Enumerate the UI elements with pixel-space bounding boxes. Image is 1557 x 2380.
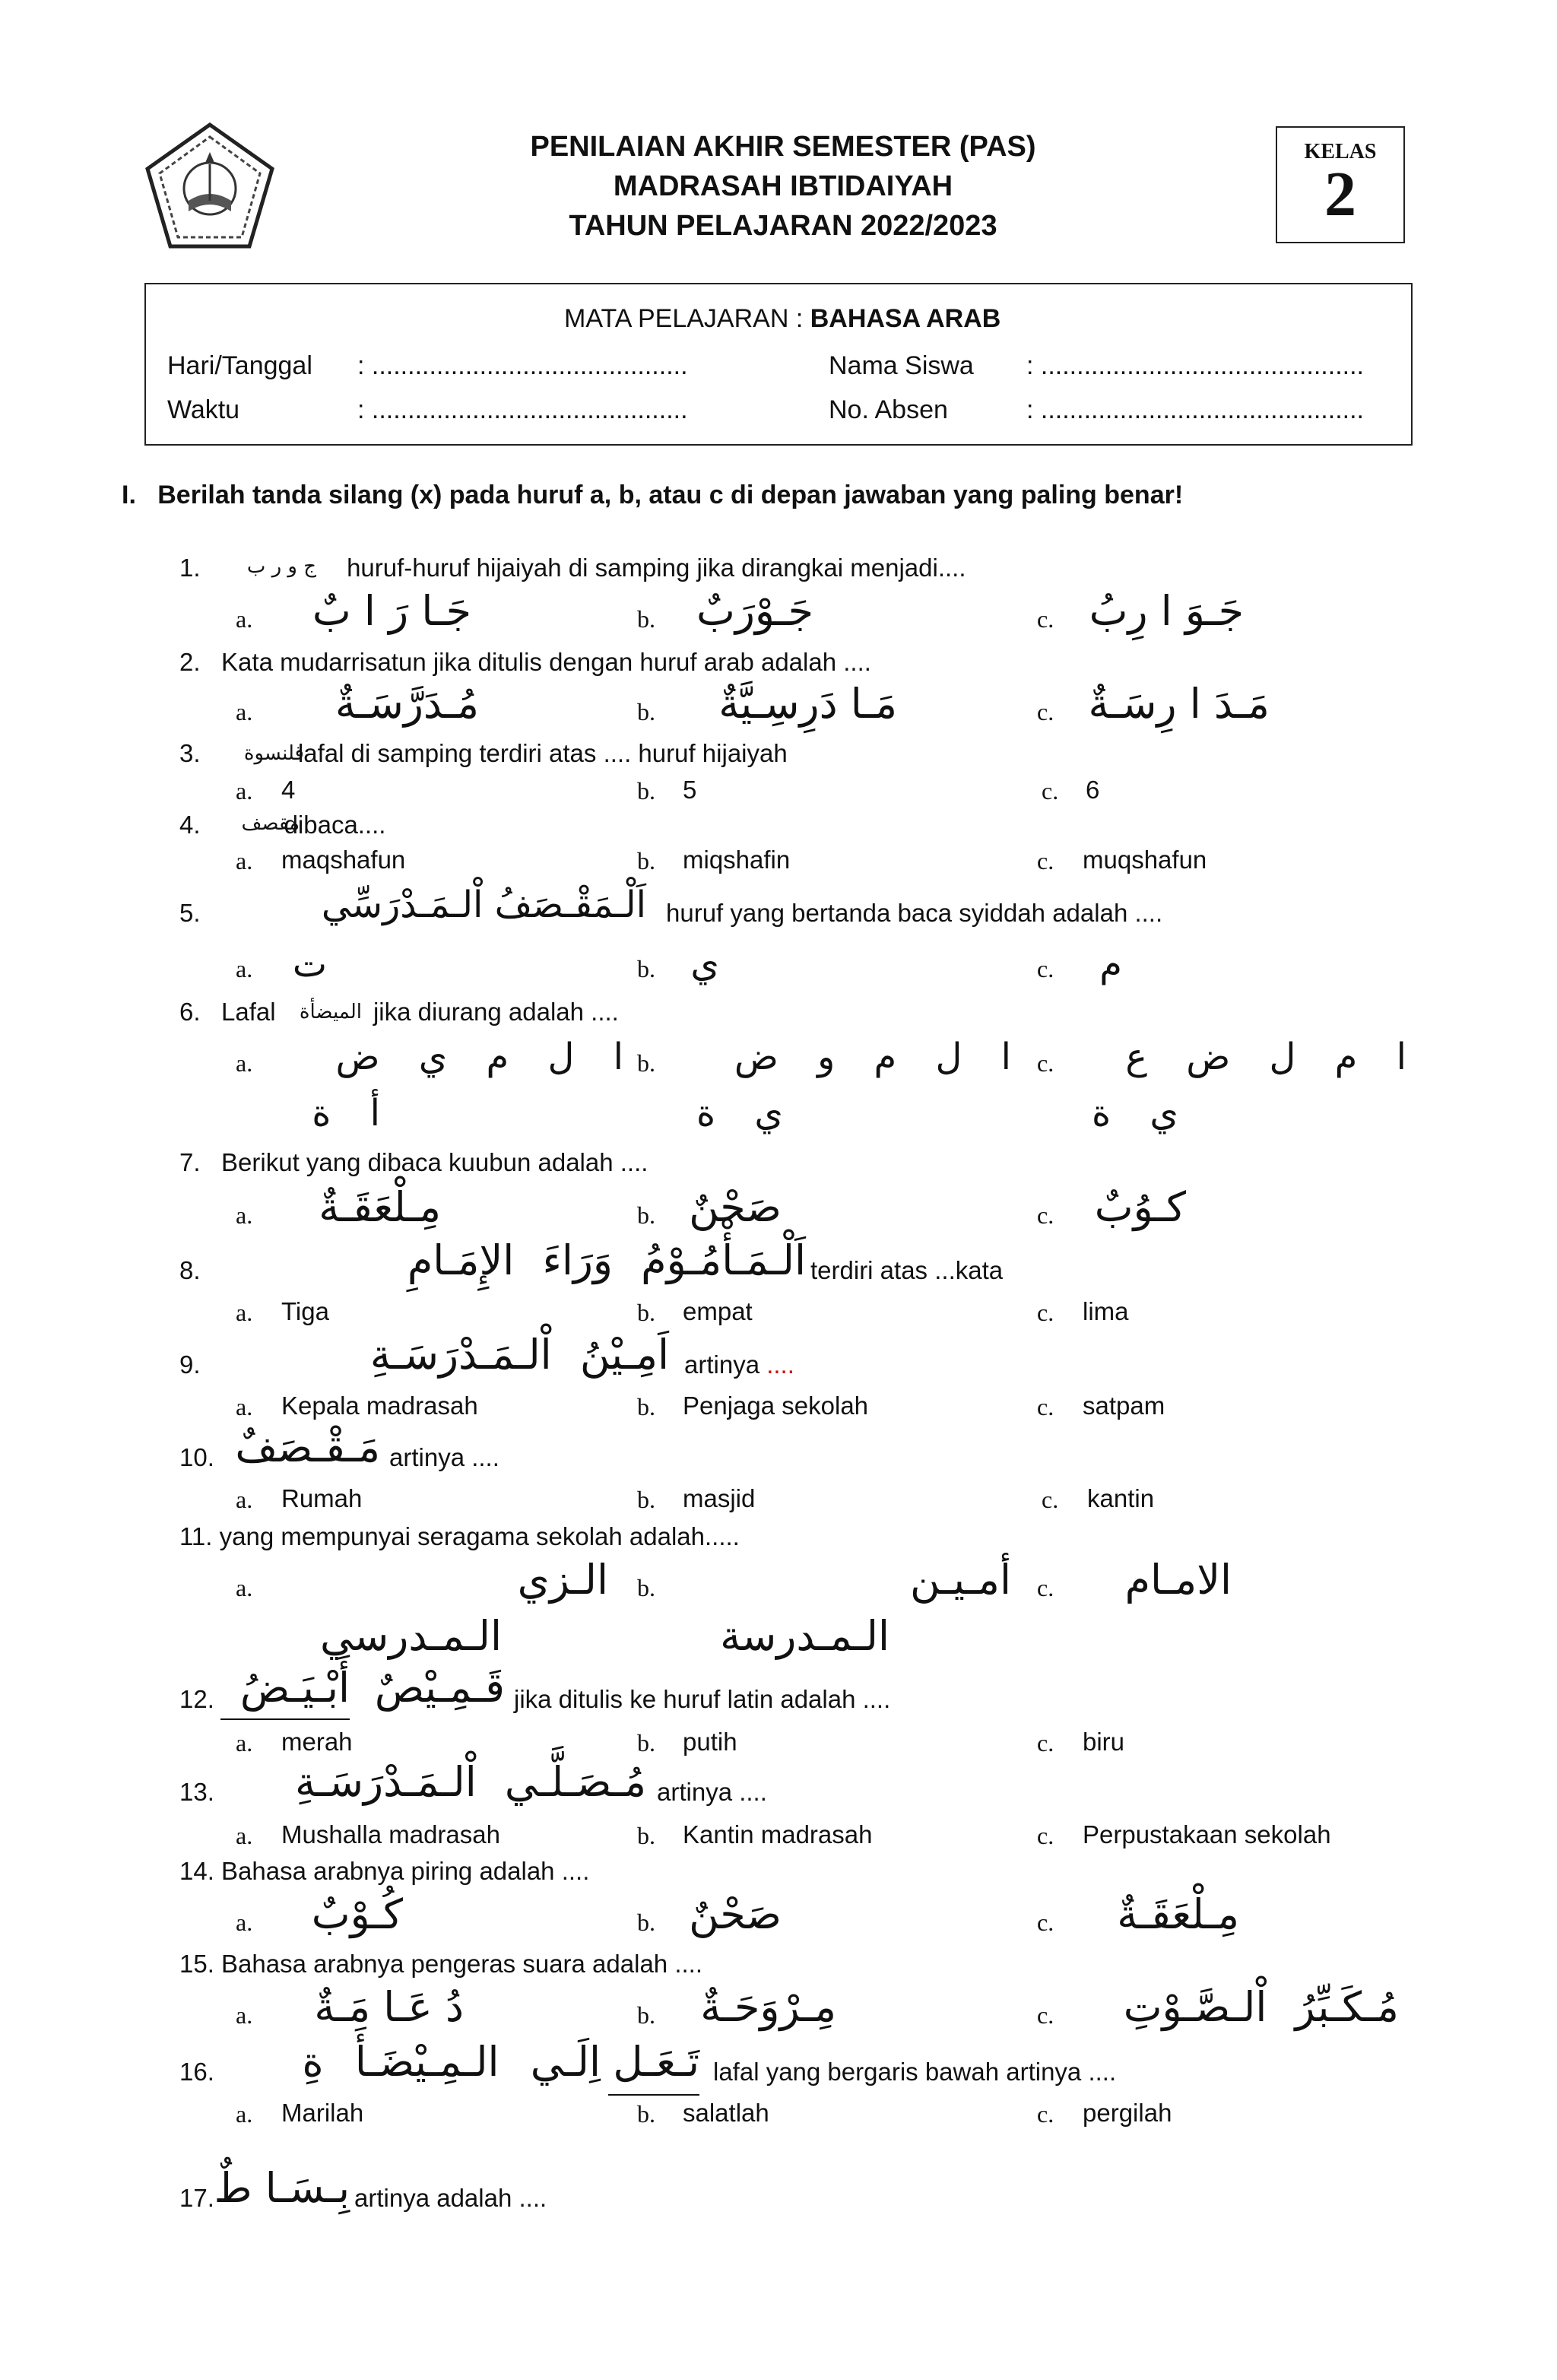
question-9-text xyxy=(684,1350,794,1379)
q6-option-c-line1[interactable]: ا م ل ض ع xyxy=(1125,1036,1406,1078)
q16-option-b[interactable]: salatlah xyxy=(683,2099,769,2127)
q14-option-c[interactable]: مِـلْعَقَـةٌ xyxy=(1117,1890,1239,1938)
option-a-label[interactable]: a. xyxy=(236,1486,253,1513)
subject-label: MATA PELAJARAN : xyxy=(564,304,810,333)
question-12-number: 12. xyxy=(179,1685,214,1713)
year-title: TAHUN PELAJARAN 2022/2023 xyxy=(569,210,997,242)
q11-option-c-line1[interactable]: الامـام xyxy=(1124,1556,1232,1604)
option-a-label[interactable]: a. xyxy=(236,605,253,633)
q1-option-a[interactable]: جَـا رَ ا بٌ xyxy=(312,587,471,635)
hari-field[interactable]: : ............................................ xyxy=(357,351,688,380)
option-b-label[interactable]: b. xyxy=(637,777,655,804)
question-17-number: 17. xyxy=(179,2184,214,2212)
question-10-text: artinya .... xyxy=(389,1443,499,1471)
option-c-label[interactable]: c. xyxy=(1042,1486,1059,1513)
question-7 xyxy=(179,1148,648,1177)
question-14 xyxy=(179,1857,589,1886)
q16-option-a[interactable]: Marilah xyxy=(281,2099,364,2127)
q7-option-a[interactable]: مِـلْعَقَـةٌ xyxy=(319,1183,441,1231)
option-a-label[interactable]: a. xyxy=(236,777,253,804)
question-16-number: 16. xyxy=(179,2058,214,2086)
q8-option-b[interactable]: empat xyxy=(683,1297,753,1325)
question-10-number: 10. xyxy=(179,1443,214,1471)
question-text: Kata mudarrisatun jika ditulis dengan huruf arab adalah .... xyxy=(221,648,871,676)
question-13-text: artinya .... xyxy=(657,1778,767,1806)
option-c-label[interactable]: c. xyxy=(1037,2001,1054,2029)
q10-option-a[interactable]: Rumah xyxy=(281,1484,363,1512)
q9-option-c[interactable]: satpam xyxy=(1083,1392,1165,1420)
q13-option-b[interactable]: Kantin madrasah xyxy=(683,1820,873,1848)
option-a-label[interactable]: a. xyxy=(236,1909,253,1936)
question-number: 7. xyxy=(179,1148,201,1176)
q12-option-b[interactable]: putih xyxy=(683,1728,737,1756)
q14-option-b[interactable]: صَحْنٌ xyxy=(689,1890,782,1938)
q4-option-a[interactable]: maqshafun xyxy=(281,846,406,874)
question-8-arabic: اَلْـمَـأْمُـوْمُ وَرَاءَ الإِمَـامِ xyxy=(407,1236,806,1284)
q8-option-a[interactable]: Tiga xyxy=(281,1297,329,1325)
option-b-label[interactable]: b. xyxy=(637,847,655,874)
q2-option-c[interactable]: مَـدَ ا رِسَـةٌ xyxy=(1088,680,1270,728)
q6-option-b-line2[interactable]: ي ة xyxy=(696,1092,783,1134)
question-number: 4. xyxy=(179,811,201,839)
nama-field[interactable]: : ............................................. xyxy=(1026,351,1364,380)
q10-option-c[interactable]: kantin xyxy=(1087,1484,1155,1512)
q12-option-a[interactable]: merah xyxy=(281,1728,353,1756)
waktu-field[interactable]: : ............................................ xyxy=(357,395,688,424)
option-b-label[interactable]: b. xyxy=(637,2100,655,2128)
q5-option-c[interactable]: م xyxy=(1099,943,1122,985)
option-a-label[interactable]: a. xyxy=(236,1393,253,1420)
instruction xyxy=(122,481,1183,510)
option-b-label[interactable]: b. xyxy=(637,1201,655,1229)
option-a-label[interactable]: a. xyxy=(236,1822,253,1849)
question-9-arabic: اَمِـيْنُ اْلـمَـدْرَسَـةِ xyxy=(369,1331,669,1379)
question-5-number: 5. xyxy=(179,899,201,927)
option-b-label[interactable]: b. xyxy=(637,1049,655,1077)
option-b-label[interactable]: b. xyxy=(637,955,655,982)
q10-option-b[interactable]: masjid xyxy=(683,1484,756,1512)
q3-option-b[interactable]: 5 xyxy=(683,776,697,804)
question-prefix: Lafal xyxy=(221,998,276,1026)
option-c-label[interactable]: c. xyxy=(1037,847,1054,874)
question-10-arabic: مَـقْـصَفٌ xyxy=(235,1423,380,1471)
question-text: jika diurang adalah .... xyxy=(373,998,619,1026)
option-b-label[interactable]: b. xyxy=(637,1729,655,1756)
option-b-label[interactable]: b. xyxy=(637,1909,655,1936)
nama-label: Nama Siswa xyxy=(829,351,974,380)
option-c-label[interactable]: c. xyxy=(1037,955,1054,982)
question-9-number: 9. xyxy=(179,1350,201,1379)
kelas-label: KELAS xyxy=(1304,140,1377,163)
school-title: MADRASAH IBTIDAIYAH xyxy=(613,170,953,202)
q6-option-b-line1[interactable]: ا ل م و ض xyxy=(734,1036,1011,1078)
waktu-label: Waktu xyxy=(167,395,240,424)
question-text: lafal di samping terdiri atas .... huruf hijaiyah xyxy=(297,739,788,767)
q8-option-c[interactable]: lima xyxy=(1083,1297,1129,1325)
question-4-arabic: مقصف xyxy=(241,812,300,835)
q6-option-a-line1[interactable]: ا ل م ي ض xyxy=(335,1036,623,1078)
instruction-number: I. xyxy=(122,481,136,509)
option-a-label[interactable]: a. xyxy=(236,1201,253,1229)
absen-label: No. Absen xyxy=(829,395,948,424)
q1-option-c[interactable]: جَـوَ ا رِبُ xyxy=(1089,587,1244,635)
question-number: 1. xyxy=(179,554,201,582)
option-a-label[interactable]: a. xyxy=(236,847,253,874)
option-b-label[interactable]: b. xyxy=(637,1486,655,1513)
option-a-label[interactable]: a. xyxy=(236,698,253,725)
option-c-label[interactable]: c. xyxy=(1037,605,1054,633)
option-c-label[interactable]: c. xyxy=(1037,1909,1054,1936)
option-c-label[interactable]: c. xyxy=(1037,698,1054,725)
question-number: 3. xyxy=(179,739,201,767)
question-text: dibaca.... xyxy=(284,811,386,839)
option-c-label[interactable]: c. xyxy=(1037,1393,1054,1420)
question-17-arabic: بِـسَـا طٌ xyxy=(214,2164,350,2212)
q5-option-a[interactable]: ت xyxy=(292,943,327,985)
question-text: artinya xyxy=(684,1350,767,1379)
option-b-label[interactable]: b. xyxy=(637,1574,655,1601)
option-c-label[interactable]: c. xyxy=(1037,1201,1054,1229)
q13-option-c[interactable]: Perpustakaan sekolah xyxy=(1083,1820,1331,1848)
q16-option-c[interactable]: pergilah xyxy=(1083,2099,1172,2127)
q6-option-a-line2[interactable]: أ ة xyxy=(312,1092,380,1134)
option-a-label[interactable]: a. xyxy=(236,955,253,982)
q11-option-a-line2[interactable]: الـمـدرسي xyxy=(320,1612,502,1660)
q7-option-b[interactable]: صَحْنٌ xyxy=(689,1183,782,1231)
question-16-arabic: اِلَـي الـمِـيْضَـأَ ةِ xyxy=(302,2038,601,2086)
question-text: yang mempunyai seragama sekolah adalah..... xyxy=(219,1522,740,1550)
q15-option-b[interactable]: مِـرْوَحَـةٌ xyxy=(700,1983,836,2031)
question-1-arabic: ج و ر ب xyxy=(246,555,316,578)
q9-option-a[interactable]: Kepala madrasah xyxy=(281,1392,478,1420)
question-blank: .... xyxy=(766,1350,794,1379)
option-b-label[interactable]: b. xyxy=(637,698,655,725)
question-text: huruf-huruf hijaiyah di samping jika dirangkai menjadi.... xyxy=(347,554,966,582)
option-a-label[interactable]: a. xyxy=(236,1574,253,1601)
question-12-arabic: قَـمِـيْصٌ xyxy=(374,1664,505,1712)
question-8-text: terdiri atas ...kata xyxy=(810,1256,1004,1284)
option-b-label[interactable]: b. xyxy=(637,1393,655,1420)
subject-value: BAHASA ARAB xyxy=(810,304,1001,333)
option-a-label[interactable]: a. xyxy=(236,1729,253,1756)
option-b-label[interactable]: b. xyxy=(637,1822,655,1849)
kelas-value: 2 xyxy=(1324,159,1356,230)
option-b-label[interactable]: b. xyxy=(637,2001,655,2029)
question-12-arabic-underlined: أَبْـيَـضُ xyxy=(220,1664,350,1720)
q15-option-a[interactable]: دُ عَـا مَـةٌ xyxy=(314,1983,464,2031)
kemenag-emblem-icon xyxy=(143,122,277,251)
hari-label: Hari/Tanggal xyxy=(167,351,312,380)
question-15 xyxy=(179,1950,702,1979)
question-17-text: artinya adalah .... xyxy=(354,2184,547,2212)
question-number: 11. xyxy=(179,1522,213,1550)
question-number: 2. xyxy=(179,648,201,676)
question-number: 15. xyxy=(179,1950,214,1978)
q1-option-b[interactable]: جَـوْرَبٌ xyxy=(696,587,813,635)
question-5-arabic: اَلْـمَقْـصَفُ اْلـمَـدْرَسِّي xyxy=(321,884,646,926)
q6-option-c-line2[interactable]: ي ة xyxy=(1092,1092,1178,1134)
question-6-arabic: الميضأة xyxy=(299,1001,362,1023)
q2-option-b[interactable]: مَـا دَرِسِـيَّةٌ xyxy=(718,680,897,728)
question-13-arabic: مُـصَـلَّـي اْلـمَـدْرَسَـةِ xyxy=(294,1758,646,1806)
q11-option-b-line1[interactable]: أمـيـن xyxy=(910,1556,1011,1604)
option-a-label[interactable]: a. xyxy=(236,2100,253,2128)
student-info-box xyxy=(144,283,1413,446)
question-text: Berikut yang dibaca kuubun adalah .... xyxy=(221,1148,648,1176)
q11-option-b-line2[interactable]: الـمـدرسة xyxy=(720,1612,889,1660)
q2-option-a[interactable]: مُـدَرَّسَـةٌ xyxy=(335,680,479,728)
question-11 xyxy=(179,1522,740,1551)
q14-option-a[interactable]: كُـوْبٌ xyxy=(311,1890,403,1938)
exam-title: PENILAIAN AKHIR SEMESTER (PAS) xyxy=(530,131,1036,163)
option-b-label[interactable]: b. xyxy=(637,605,655,633)
question-number: 14. xyxy=(179,1857,214,1885)
option-a-label[interactable]: a. xyxy=(236,2001,253,2029)
option-b-label[interactable]: b. xyxy=(637,1299,655,1326)
option-c-label[interactable]: c. xyxy=(1037,1299,1054,1326)
question-2 xyxy=(179,648,871,677)
question-6 xyxy=(179,998,619,1027)
subject-line xyxy=(564,304,1000,334)
instruction-text: Berilah tanda silang (x) pada huruf a, b, atau c di depan jawaban yang paling benar! xyxy=(157,481,1184,509)
question-5-text: huruf yang bertanda baca syiddah adalah .... xyxy=(666,899,1163,927)
question-16-arabic-underlined: تَـعَـل xyxy=(608,2038,699,2096)
absen-field[interactable]: : ............................................. xyxy=(1026,395,1364,424)
option-a-label[interactable]: a. xyxy=(236,1299,253,1326)
question-number: 6. xyxy=(179,998,201,1026)
q4-option-b[interactable]: miqshafin xyxy=(683,846,791,874)
question-12-text: jika ditulis ke huruf latin adalah .... xyxy=(514,1685,891,1713)
q15-option-c[interactable]: مُـكَـبِّرُ اْلـصَّـوْتِ xyxy=(1123,1983,1399,2031)
kelas-box xyxy=(1276,126,1405,243)
question-13-number: 13. xyxy=(179,1778,214,1806)
q9-option-b[interactable]: Penjaga sekolah xyxy=(683,1392,869,1420)
q5-option-b[interactable]: ي xyxy=(690,943,719,985)
option-c-label[interactable]: c. xyxy=(1037,1574,1054,1601)
question-16-text: lafal yang bergaris bawah artinya .... xyxy=(713,2058,1117,2086)
option-c-label[interactable]: c. xyxy=(1037,1822,1054,1849)
question-text: Bahasa arabnya piring adalah .... xyxy=(221,1857,590,1885)
q11-option-a-line1[interactable]: الـزي xyxy=(517,1556,608,1604)
q12-option-c[interactable]: biru xyxy=(1083,1728,1125,1756)
option-c-label[interactable]: c. xyxy=(1042,777,1059,804)
question-3-arabic: قلنسوة xyxy=(243,742,304,765)
option-c-label[interactable]: c. xyxy=(1037,1729,1054,1756)
question-text: Bahasa arabnya pengeras suara adalah .... xyxy=(221,1950,702,1978)
q4-option-c[interactable]: muqshafun xyxy=(1083,846,1207,874)
q13-option-a[interactable]: Mushalla madrasah xyxy=(281,1820,500,1848)
option-c-label[interactable]: c. xyxy=(1037,2100,1054,2128)
q3-option-a[interactable]: 4 xyxy=(281,776,296,804)
q3-option-c[interactable]: 6 xyxy=(1086,776,1100,804)
q7-option-c[interactable]: كـوُبٌ xyxy=(1094,1183,1186,1231)
question-8-number: 8. xyxy=(179,1256,201,1284)
option-a-label[interactable]: a. xyxy=(236,1049,253,1077)
option-c-label[interactable]: c. xyxy=(1037,1049,1054,1077)
